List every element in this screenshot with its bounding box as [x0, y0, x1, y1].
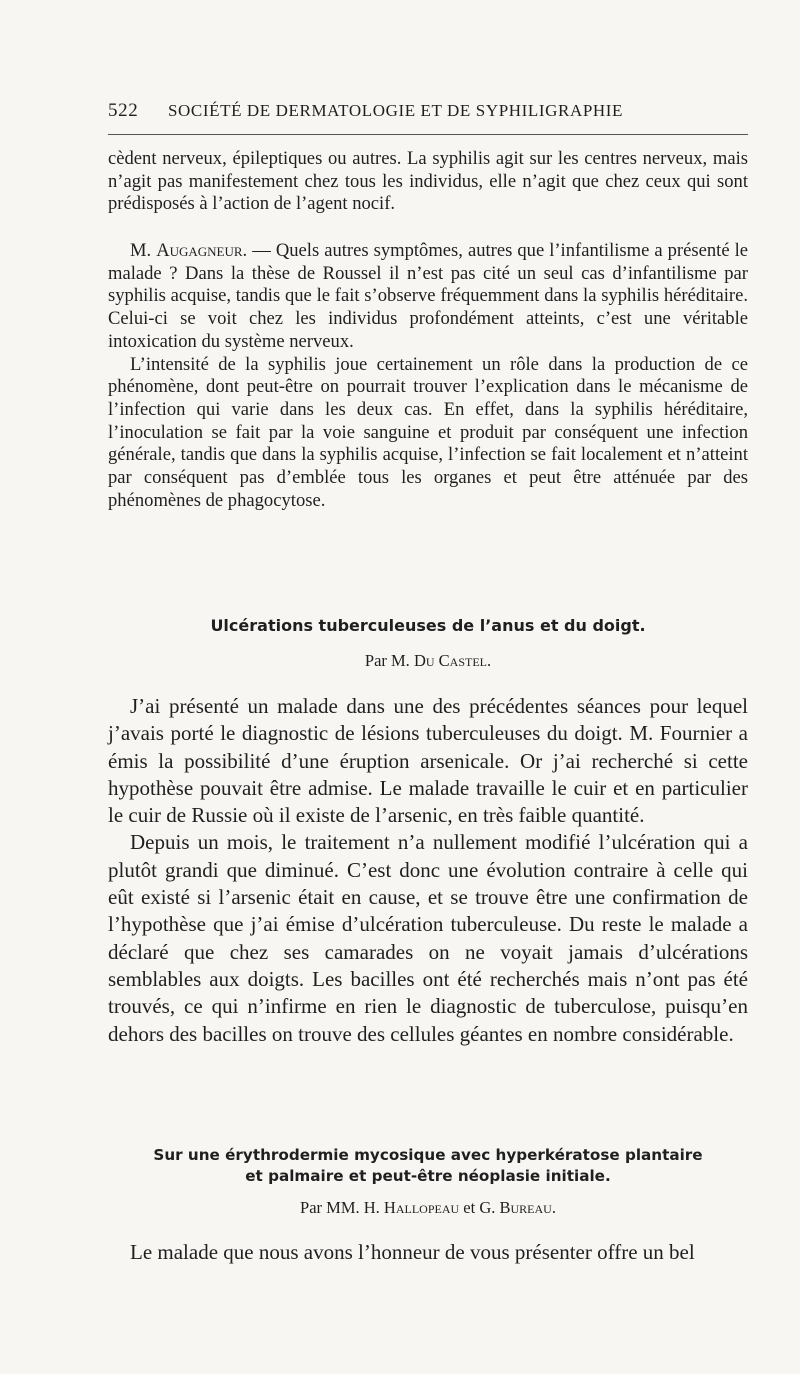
- article-2-byline: [108, 1198, 748, 1218]
- article-2-body: [108, 1239, 748, 1266]
- discussion-paragraph-1: [108, 240, 748, 354]
- continuation-paragraph: cèdent nerveux, épileptiques ou autres. La syphilis agit sur les centres nerveux, mais n’agit pas manifestement chez tous les individus, elle n’agit que chez ceux qui sont prédisposés à l’action de l’agent nocif.: [108, 148, 748, 215]
- page-header: [108, 100, 748, 122]
- running-title: SOCIÉTÉ DE DERMATOLOGIE ET DE SYPHILIGRAPHIE: [168, 101, 624, 120]
- header-rule: [108, 134, 748, 135]
- speaker-prefix: M.: [130, 240, 157, 261]
- article-1-paragraph-1: J’ai présenté un malade dans une des précédentes séances pour lequel j’avais porté le diagnostic de lésions tuberculeuses du doigt. M. Fournier a émis la possibilité d’une éruption arsenicale. Or j’ai recherché si cette hypothèse pouvait être admise. Le malade travaille le cuir et en particulier le cuir de Russie où il existe de l’arsenic, en très faible quantité.: [108, 694, 748, 828]
- article-2-paragraph-1: Le malade que nous avons l’honneur de vous présenter offre un bel: [130, 1240, 695, 1264]
- byline-author-2: Bureau.: [499, 1198, 556, 1217]
- byline-mid: et G.: [459, 1198, 500, 1217]
- byline-prefix: Par MM. H.: [300, 1198, 384, 1217]
- article-1-title: Ulcérations tuberculeuses de l’anus et du doigt.: [210, 616, 646, 635]
- page-number: 522: [108, 100, 139, 121]
- article-1-body: [108, 693, 748, 1048]
- byline-author: Du Castel.: [413, 651, 492, 670]
- article-2-title: [108, 1145, 748, 1187]
- article-2-title-line-1: Sur une érythrodermie mycosique avec hyperkératose plantaire: [153, 1146, 703, 1164]
- discussion-paragraph-2: L’intensité de la syphilis joue certainement un rôle dans la production de ce phénomène, dont peut-être on pourrait trouver l’explication dans le mécanisme de l’infection qui varie dans les deux cas. En effet, dans la syphilis héréditaire, l’inoculation se fait par la voie sanguine et produit par conséquent une infection générale, tandis que dans la syphilis acquise, l’infection se fait localement et n’atteint par conséquent pas d’emblée tous les organes et peut être atténuée par des phénomènes de phagocytose.: [108, 353, 748, 511]
- speaker-name: Augagneur.: [156, 240, 248, 261]
- discussion-block: [108, 240, 748, 512]
- byline-prefix: Par M.: [364, 651, 414, 670]
- article-2-title-line-2: et palmaire et peut-être néoplasie initiale.: [245, 1167, 611, 1185]
- article-1-byline: [108, 651, 748, 671]
- article-1-paragraph-2: Depuis un mois, le traitement n’a nullement modifié l’ulcération qui a plutôt grandi que diminué. C’est donc une évolution contraire à celle qui eût existé si l’arsenic était en cause, et se trouve être une confirmation de l’hypothèse que j’ai émise d’ulcération tuberculeuse. Du reste le malade a déclaré que chez ses camarades on ne voyait jamais d’ulcérations semblables aux doigts. Les bacilles ont été recherchés mais n’ont pas été trouvés, ce qui n’infirme en rien le diagnostic de tuberculose, puisqu’en dehors des bacilles on trouve des cellules géantes en nombre considérable.: [108, 830, 748, 1046]
- discussion-text-1: — Quels autres symptômes, autres que l’infantilisme a présenté le malade ? Dans la thèse de Roussel il n’est pas cité un seul cas d’infantilisme par syphilis acquise, tandis que le fait s’observe fréquemment dans la syphilis héréditaire. Celui-ci se voit chez les individus profondément atteints, c’est une véritable intoxication du système nerveux.: [108, 240, 748, 352]
- byline-author-1: Hallopeau: [383, 1198, 460, 1217]
- continuation-block: [108, 148, 748, 216]
